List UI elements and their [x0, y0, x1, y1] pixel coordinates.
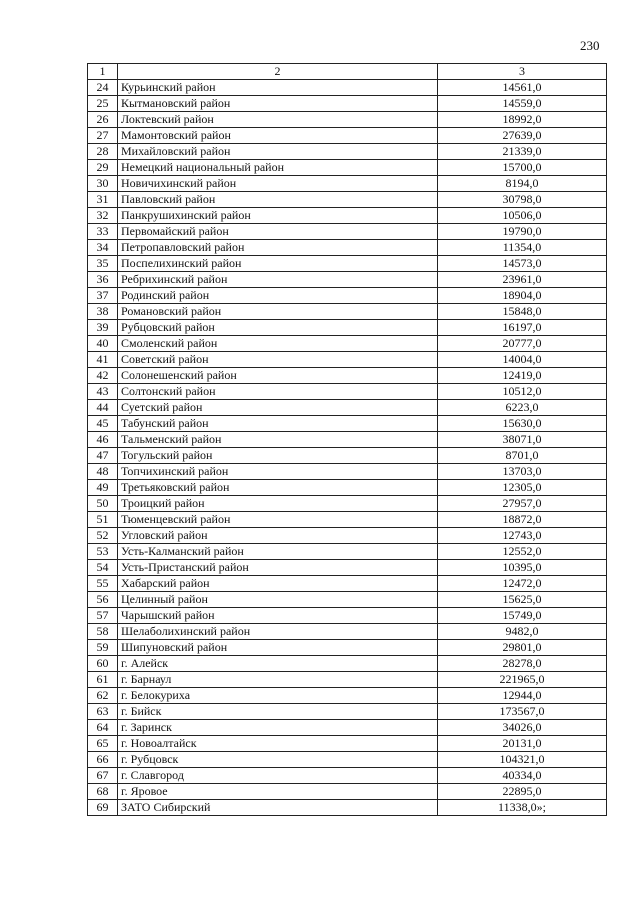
row-value-cell: 11354,0 [438, 240, 607, 256]
row-name-cell: Суетский район [118, 400, 438, 416]
row-number-cell: 53 [88, 544, 118, 560]
row-number-cell: 43 [88, 384, 118, 400]
row-value-cell: 27639,0 [438, 128, 607, 144]
row-value-cell: 9482,0 [438, 624, 607, 640]
header-cell-number: 1 [88, 64, 118, 80]
table-row [88, 576, 607, 592]
row-name-cell: Третьяковский район [118, 480, 438, 496]
row-name-cell: Немецкий национальный район [118, 160, 438, 176]
table-row [88, 320, 607, 336]
row-number-cell: 24 [88, 80, 118, 96]
table-row [88, 448, 607, 464]
row-value-cell: 14004,0 [438, 352, 607, 368]
row-number-cell: 46 [88, 432, 118, 448]
row-name-cell: Усть-Пристанский район [118, 560, 438, 576]
row-name-cell: Рубцовский район [118, 320, 438, 336]
row-number-cell: 25 [88, 96, 118, 112]
table-row [88, 624, 607, 640]
table-row [88, 208, 607, 224]
row-number-cell: 37 [88, 288, 118, 304]
row-name-cell: Михайловский район [118, 144, 438, 160]
table-row [88, 752, 607, 768]
table-row [88, 96, 607, 112]
table-row [88, 608, 607, 624]
row-value-cell: 10512,0 [438, 384, 607, 400]
row-number-cell: 41 [88, 352, 118, 368]
table-row [88, 288, 607, 304]
table-row [88, 800, 607, 816]
table-row [88, 272, 607, 288]
table-row [88, 240, 607, 256]
table-row [88, 768, 607, 784]
row-value-cell: 12419,0 [438, 368, 607, 384]
table-row [88, 560, 607, 576]
row-value-cell: 6223,0 [438, 400, 607, 416]
row-value-cell: 12305,0 [438, 480, 607, 496]
row-name-cell: Усть-Калманский район [118, 544, 438, 560]
row-name-cell: Солтонский район [118, 384, 438, 400]
row-number-cell: 32 [88, 208, 118, 224]
row-name-cell: г. Бийск [118, 704, 438, 720]
table-row [88, 256, 607, 272]
row-name-cell: г. Заринск [118, 720, 438, 736]
row-value-cell: 15848,0 [438, 304, 607, 320]
row-number-cell: 68 [88, 784, 118, 800]
row-number-cell: 47 [88, 448, 118, 464]
row-value-cell: 30798,0 [438, 192, 607, 208]
row-value-cell: 18992,0 [438, 112, 607, 128]
row-number-cell: 50 [88, 496, 118, 512]
row-name-cell: Троицкий район [118, 496, 438, 512]
row-name-cell: Курьинский район [118, 80, 438, 96]
row-value-cell: 15630,0 [438, 416, 607, 432]
table-row [88, 304, 607, 320]
row-number-cell: 30 [88, 176, 118, 192]
row-number-cell: 35 [88, 256, 118, 272]
row-value-cell: 8194,0 [438, 176, 607, 192]
table-row [88, 352, 607, 368]
row-number-cell: 65 [88, 736, 118, 752]
table-row [88, 224, 607, 240]
table-row [88, 544, 607, 560]
table-row [88, 176, 607, 192]
row-name-cell: Тальменский район [118, 432, 438, 448]
row-value-cell: 14561,0 [438, 80, 607, 96]
row-name-cell: Тюменцевский район [118, 512, 438, 528]
row-number-cell: 51 [88, 512, 118, 528]
table-row [88, 400, 607, 416]
row-number-cell: 33 [88, 224, 118, 240]
row-name-cell: г. Яровое [118, 784, 438, 800]
row-value-cell: 23961,0 [438, 272, 607, 288]
table-row [88, 464, 607, 480]
row-name-cell: Поспелихинский район [118, 256, 438, 272]
row-number-cell: 38 [88, 304, 118, 320]
row-number-cell: 64 [88, 720, 118, 736]
row-name-cell: Павловский район [118, 192, 438, 208]
row-number-cell: 36 [88, 272, 118, 288]
row-value-cell: 12472,0 [438, 576, 607, 592]
table-row [88, 128, 607, 144]
table-body [88, 64, 607, 816]
row-number-cell: 39 [88, 320, 118, 336]
row-name-cell: Мамонтовский район [118, 128, 438, 144]
row-number-cell: 55 [88, 576, 118, 592]
row-value-cell: 29801,0 [438, 640, 607, 656]
row-number-cell: 27 [88, 128, 118, 144]
row-name-cell: Ребрихинский район [118, 272, 438, 288]
row-name-cell: Новичихинский район [118, 176, 438, 192]
table-row [88, 672, 607, 688]
row-number-cell: 34 [88, 240, 118, 256]
row-value-cell: 8701,0 [438, 448, 607, 464]
table-row [88, 528, 607, 544]
table-row [88, 640, 607, 656]
row-value-cell: 13703,0 [438, 464, 607, 480]
table-row [88, 720, 607, 736]
row-number-cell: 58 [88, 624, 118, 640]
row-number-cell: 44 [88, 400, 118, 416]
header-cell-name: 2 [118, 64, 438, 80]
row-value-cell: 20131,0 [438, 736, 607, 752]
row-name-cell: г. Белокуриха [118, 688, 438, 704]
row-name-cell: Шипуновский район [118, 640, 438, 656]
row-value-cell: 16197,0 [438, 320, 607, 336]
table-row [88, 144, 607, 160]
table-row [88, 592, 607, 608]
row-value-cell: 12944,0 [438, 688, 607, 704]
table-row [88, 496, 607, 512]
row-number-cell: 28 [88, 144, 118, 160]
row-value-cell: 18904,0 [438, 288, 607, 304]
row-number-cell: 56 [88, 592, 118, 608]
row-number-cell: 29 [88, 160, 118, 176]
row-number-cell: 60 [88, 656, 118, 672]
row-number-cell: 66 [88, 752, 118, 768]
row-number-cell: 57 [88, 608, 118, 624]
row-number-cell: 49 [88, 480, 118, 496]
row-value-cell: 38071,0 [438, 432, 607, 448]
row-name-cell: Первомайский район [118, 224, 438, 240]
row-value-cell: 173567,0 [438, 704, 607, 720]
row-value-cell: 15749,0 [438, 608, 607, 624]
row-value-cell: 34026,0 [438, 720, 607, 736]
row-value-cell: 11338,0»; [438, 800, 607, 816]
row-value-cell: 20777,0 [438, 336, 607, 352]
table-row [88, 192, 607, 208]
row-value-cell: 27957,0 [438, 496, 607, 512]
row-name-cell: Табунский район [118, 416, 438, 432]
table-row [88, 480, 607, 496]
row-name-cell: Романовский район [118, 304, 438, 320]
row-value-cell: 12552,0 [438, 544, 607, 560]
table-row [88, 432, 607, 448]
row-number-cell: 48 [88, 464, 118, 480]
row-value-cell: 15700,0 [438, 160, 607, 176]
row-name-cell: Хабарский район [118, 576, 438, 592]
table-row [88, 688, 607, 704]
row-name-cell: Чарышский район [118, 608, 438, 624]
row-value-cell: 15625,0 [438, 592, 607, 608]
row-name-cell: Петропавловский район [118, 240, 438, 256]
table-row [88, 784, 607, 800]
table-row [88, 80, 607, 96]
row-name-cell: Панкрушихинский район [118, 208, 438, 224]
row-name-cell: Целинный район [118, 592, 438, 608]
row-name-cell: г. Славгород [118, 768, 438, 784]
page-number: 230 [580, 38, 600, 53]
row-value-cell: 10395,0 [438, 560, 607, 576]
row-number-cell: 52 [88, 528, 118, 544]
row-name-cell: г. Новоалтайск [118, 736, 438, 752]
row-number-cell: 26 [88, 112, 118, 128]
row-name-cell: г. Барнаул [118, 672, 438, 688]
row-name-cell: Солонешенский район [118, 368, 438, 384]
table-row [88, 512, 607, 528]
row-name-cell: Топчихинский район [118, 464, 438, 480]
row-number-cell: 62 [88, 688, 118, 704]
row-value-cell: 12743,0 [438, 528, 607, 544]
row-value-cell: 14573,0 [438, 256, 607, 272]
row-name-cell: г. Алейск [118, 656, 438, 672]
row-number-cell: 31 [88, 192, 118, 208]
row-value-cell: 104321,0 [438, 752, 607, 768]
row-name-cell: Кытмановский район [118, 96, 438, 112]
row-value-cell: 221965,0 [438, 672, 607, 688]
table-row [88, 704, 607, 720]
row-number-cell: 45 [88, 416, 118, 432]
table-row [88, 336, 607, 352]
table-row [88, 736, 607, 752]
table-row [88, 160, 607, 176]
data-table [87, 63, 607, 816]
table-row [88, 384, 607, 400]
header-cell-value: 3 [438, 64, 607, 80]
table-row [88, 112, 607, 128]
row-name-cell: Локтевский район [118, 112, 438, 128]
row-number-cell: 61 [88, 672, 118, 688]
row-value-cell: 21339,0 [438, 144, 607, 160]
row-value-cell: 28278,0 [438, 656, 607, 672]
row-value-cell: 10506,0 [438, 208, 607, 224]
row-name-cell: Шелаболихинский район [118, 624, 438, 640]
row-number-cell: 67 [88, 768, 118, 784]
row-name-cell: Смоленский район [118, 336, 438, 352]
row-name-cell: Угловский район [118, 528, 438, 544]
row-value-cell: 40334,0 [438, 768, 607, 784]
row-number-cell: 40 [88, 336, 118, 352]
row-value-cell: 14559,0 [438, 96, 607, 112]
row-number-cell: 42 [88, 368, 118, 384]
row-name-cell: Родинский район [118, 288, 438, 304]
row-name-cell: Тогульский район [118, 448, 438, 464]
table-row [88, 656, 607, 672]
row-number-cell: 63 [88, 704, 118, 720]
table-row [88, 368, 607, 384]
row-name-cell: Советский район [118, 352, 438, 368]
table-header-row [88, 64, 607, 80]
row-value-cell: 18872,0 [438, 512, 607, 528]
table-row [88, 416, 607, 432]
row-name-cell: г. Рубцовск [118, 752, 438, 768]
row-number-cell: 54 [88, 560, 118, 576]
row-number-cell: 69 [88, 800, 118, 816]
row-value-cell: 22895,0 [438, 784, 607, 800]
row-number-cell: 59 [88, 640, 118, 656]
row-value-cell: 19790,0 [438, 224, 607, 240]
row-name-cell: ЗАТО Сибирский [118, 800, 438, 816]
